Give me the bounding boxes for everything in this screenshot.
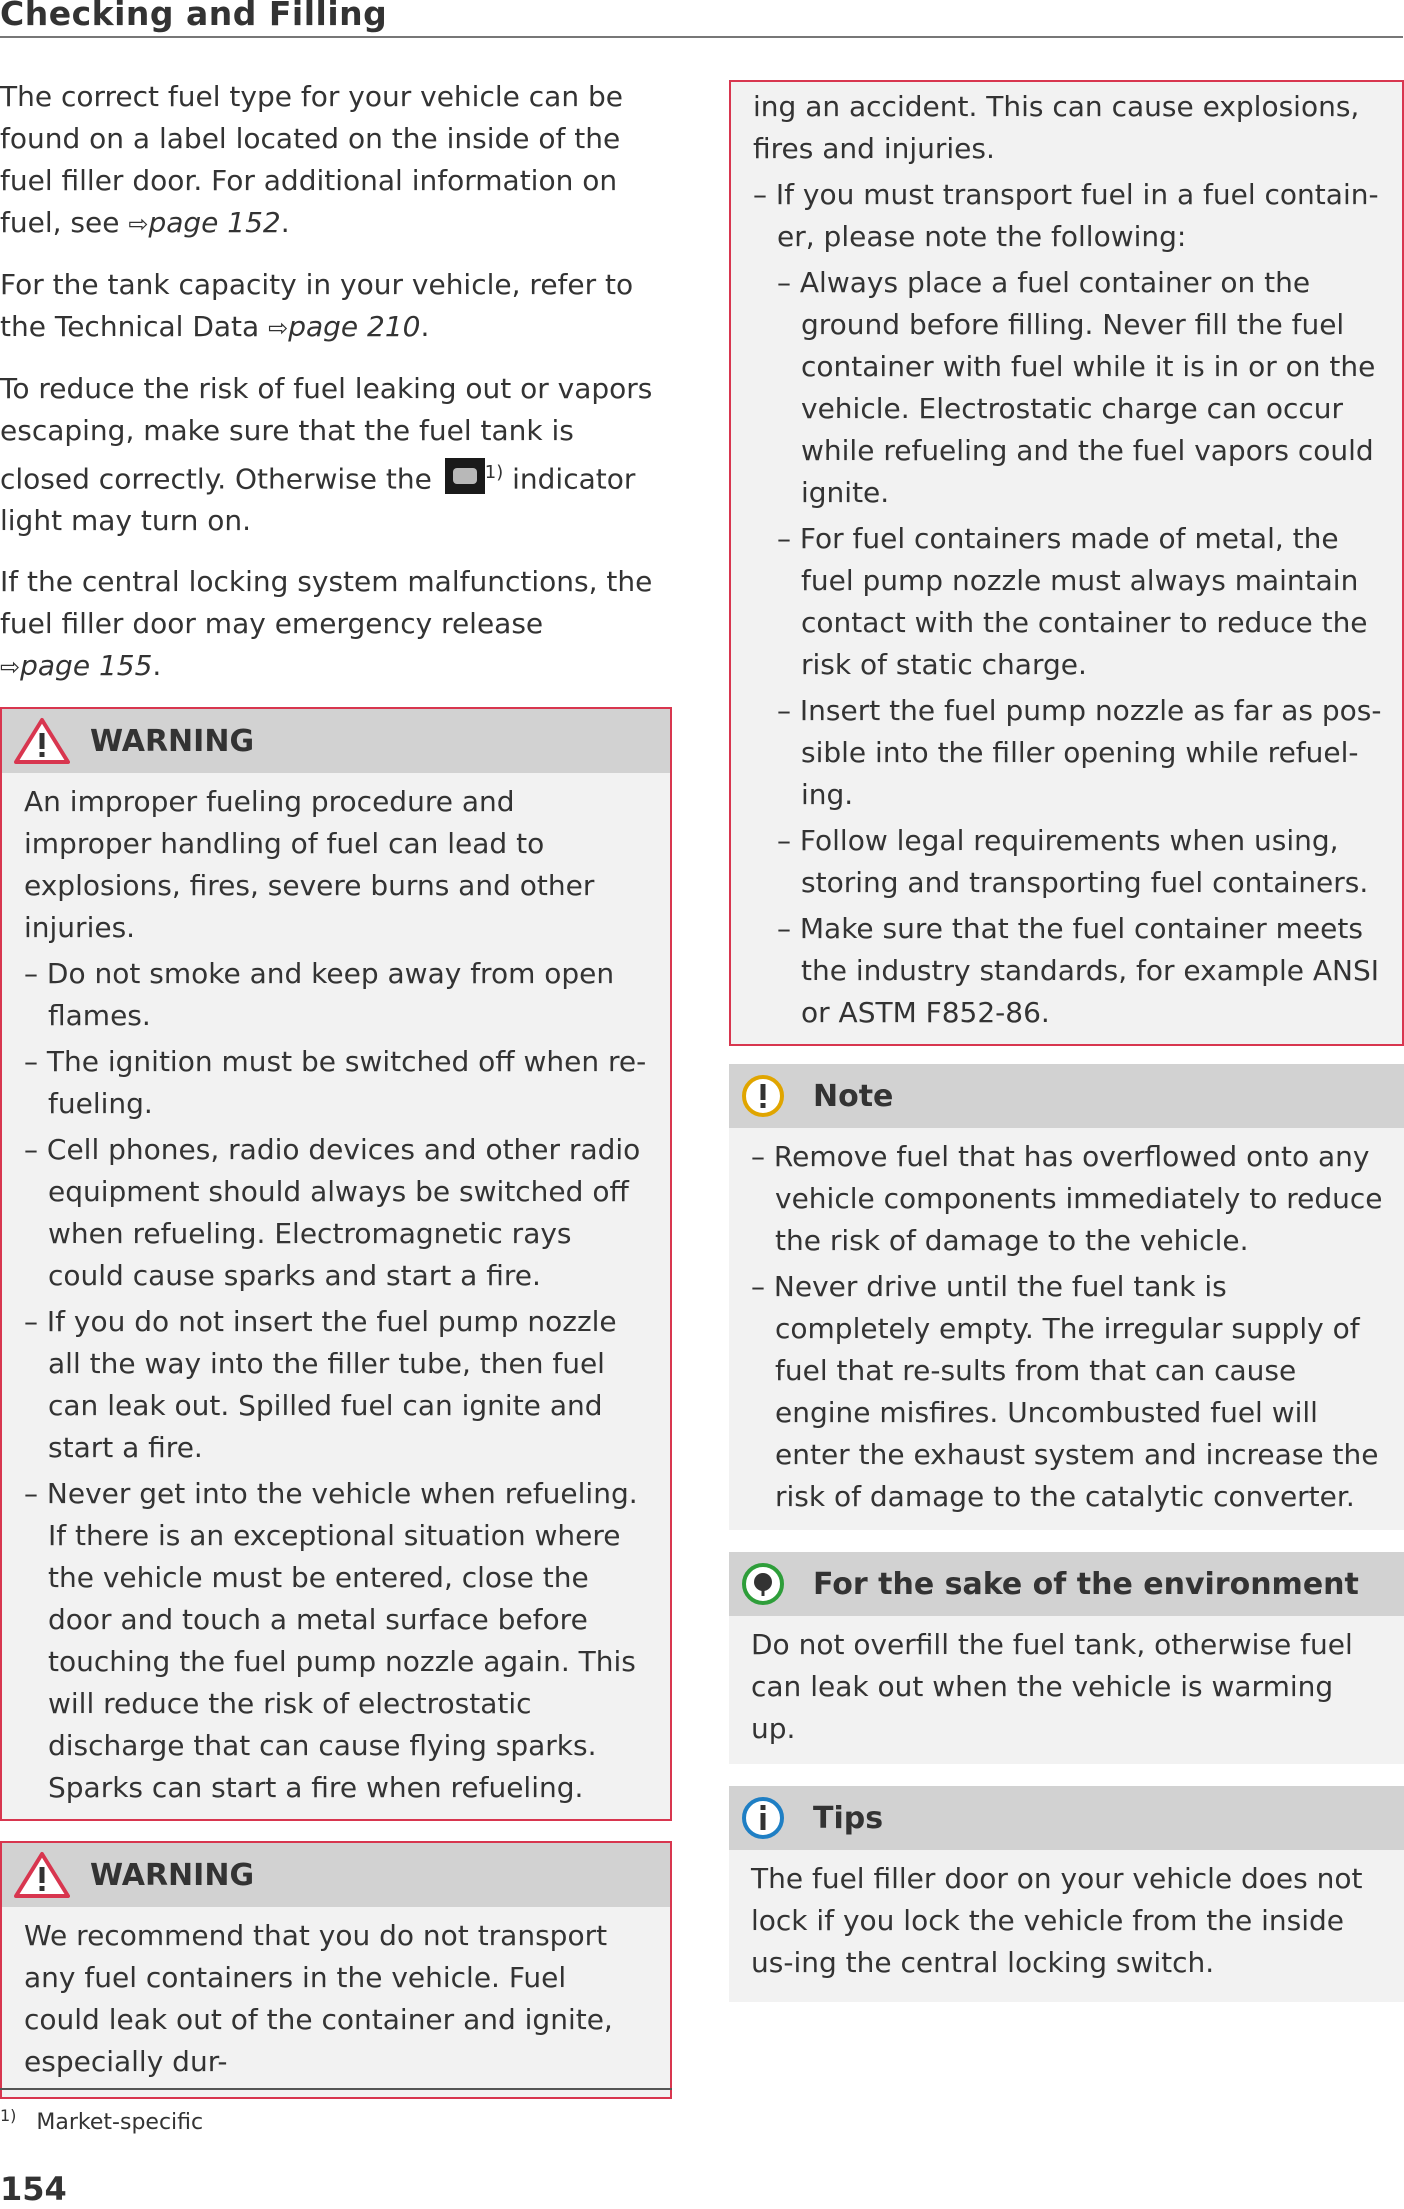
environment-text: Do not overfill the fuel tank, otherwise fuel can leak out when the vehicle is warming up.	[751, 1628, 1353, 1745]
page-number: 154	[0, 2170, 67, 2208]
environment-body	[729, 1616, 1404, 1764]
footnote	[0, 2106, 203, 2135]
ref-arrow-icon: ⇨	[0, 653, 21, 682]
warning-box-continued	[729, 80, 1404, 1046]
fuel-leak-paragraph: To reduce the risk of fuel leaking out or vapors escaping, make sure that the fuel tank is closed correctly. Otherwise the $^{1)}$ indicator light may turn on.	[0, 372, 653, 538]
page-ref-155[interactable]: ⇨page 155	[0, 649, 153, 683]
warning-item: – If you do not insert the fuel pump nozzle all the way into the filler tube, then fuel can leak out. Spilled fuel can ignite and start a fire.	[24, 1305, 617, 1465]
tips-body	[729, 1850, 1404, 2002]
exclamation-circle-icon	[741, 1074, 785, 1118]
tank-capacity-paragraph: For the tank capacity in your vehicle, refer to the Technical Data ⇨page 210.	[0, 268, 634, 343]
fuel-type-paragraph: The correct fuel type for your vehicle can be found on a label located on the inside of the fuel filler door. For additional information on fuel, see ⇨page 152.	[0, 80, 623, 239]
note-item: – Never drive until the fuel tank is completely empty. The irregular supply of fuel that re-sults from that can cause engine misfires. Uncombusted fuel will enter the exhaust system and increase the risk of damage to the catalytic converter.	[751, 1270, 1379, 1513]
tips-text: The fuel filler door on your vehicle does not lock if you lock the vehicle from the inside us-ing the central locking switch.	[751, 1862, 1363, 1979]
info-circle-icon	[741, 1796, 785, 1840]
note-title: Note	[813, 1078, 894, 1114]
warning-item: – If you must transport fuel in a fuel contain-er, please note the following:	[753, 178, 1379, 253]
warning-subitem: – Insert the fuel pump nozzle as far as pos-sible into the filler opening while refuel-ing.	[777, 694, 1382, 811]
warning-title: WARNING	[90, 1857, 255, 1893]
warning-item: – The ignition must be switched off when re-fueling.	[24, 1045, 647, 1121]
warning-subitem: – Always place a fuel container on the ground before filling. Never fill the fuel container with fuel while it is in or on the vehicle. Electrostatic charge can occur while refueling and the fuel vapors could ignite.	[777, 266, 1376, 509]
environment-leaf-icon	[741, 1562, 785, 1606]
environment-title: For the sake of the environment	[813, 1566, 1359, 1602]
warning-header	[2, 709, 670, 773]
tips-box	[729, 1786, 1404, 2002]
tips-title: Tips	[813, 1800, 884, 1836]
note-box	[729, 1064, 1404, 1530]
note-header	[729, 1064, 1404, 1128]
warning-cont-text: ing an accident. This can cause explosions, fires and injuries.	[753, 90, 1360, 165]
footnote-mark: 1)	[0, 2106, 17, 2125]
left-column	[0, 76, 672, 2099]
warning-body	[731, 82, 1402, 1044]
warning-item: – Do not smoke and keep away from open flames.	[24, 957, 615, 1033]
right-column	[729, 80, 1404, 2002]
tips-header	[729, 1786, 1404, 1850]
warning-item: – Cell phones, radio devices and other radio equipment should always be switched off when refueling. Electromagnetic rays could cause sparks and start a fire.	[24, 1133, 641, 1293]
note-body	[729, 1128, 1404, 1530]
footnote-marker: 1)	[484, 462, 504, 483]
warning-subitem: – Follow legal requirements when using, storing and transporting fuel containers.	[777, 824, 1369, 899]
footnote-rule	[0, 2088, 672, 2090]
page-ref-210[interactable]: ⇨page 210	[268, 310, 421, 343]
page-header-title: Checking and Filling	[0, 0, 388, 33]
warning-text: We recommend that you do not transport any fuel containers in the vehicle. Fuel could leak out of the container and ignite, especially dur-	[24, 1919, 613, 2079]
page-ref-152[interactable]: ⇨page 152	[128, 206, 281, 239]
header-rule	[0, 36, 1403, 38]
footnote-text: Market-specific	[36, 2110, 204, 2135]
environment-header	[729, 1552, 1404, 1616]
note-item: – Remove fuel that has overflowed onto any vehicle components immediately to reduce the risk of damage to the vehicle.	[751, 1140, 1383, 1257]
warning-box-transport	[0, 1841, 672, 2099]
warning-box-fueling	[0, 707, 672, 1821]
warning-body	[2, 773, 670, 1819]
warning-header	[2, 1843, 670, 1907]
warning-item: – Never get into the vehicle when refueling. If there is an exceptional situation where the vehicle must be entered, close the door and touch a metal surface before touching the fuel pump nozzle again. This will reduce the risk of electrostatic discharge that can cause flying sparks. Sparks can start a fire when refueling.	[24, 1477, 638, 1805]
engine-indicator-icon	[445, 458, 485, 494]
warning-intro: An improper fueling procedure and improper handling of fuel can lead to explosions, fires, severe burns and other injuries.	[24, 785, 595, 945]
central-locking-paragraph: If the central locking system malfunctions, the fuel filler door may emergency release ⇨page 155.	[0, 565, 653, 683]
ref-arrow-icon: ⇨	[268, 314, 289, 342]
ref-arrow-icon: ⇨	[128, 210, 149, 238]
environment-box	[729, 1552, 1404, 1764]
warning-subitem: – For fuel containers made of metal, the fuel pump nozzle must always maintain contact with the container to reduce the risk of static charge.	[777, 522, 1368, 681]
warning-triangle-icon	[14, 1851, 70, 1899]
warning-body	[2, 1907, 670, 2097]
warning-subitem: – Make sure that the fuel container meets the industry standards, for example ANSI or ASTM F852-86.	[777, 912, 1379, 1029]
warning-title: WARNING	[90, 723, 255, 759]
warning-triangle-icon	[14, 717, 70, 765]
